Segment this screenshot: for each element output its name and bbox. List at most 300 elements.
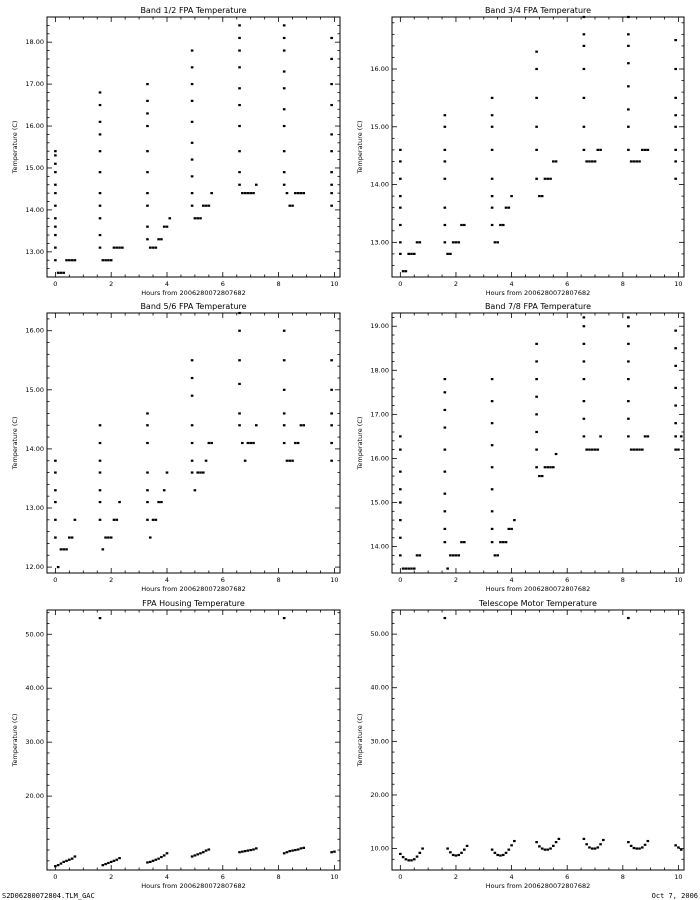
data-point: [535, 51, 538, 53]
data-point: [57, 864, 60, 866]
data-point: [444, 241, 447, 243]
data-point: [491, 149, 494, 151]
data-point: [168, 217, 171, 219]
data-point: [647, 840, 650, 842]
data-point: [647, 149, 650, 151]
data-point: [191, 471, 194, 473]
data-point: [102, 259, 105, 261]
data-point: [205, 849, 208, 851]
data-point: [463, 541, 466, 543]
data-point: [674, 387, 677, 389]
y-tick-label: 30.00: [370, 737, 389, 746]
data-point: [155, 859, 158, 861]
data-point: [146, 100, 149, 102]
chart-motor: [356, 599, 684, 890]
y-tick-label: 14.00: [25, 205, 44, 214]
data-point: [583, 325, 586, 327]
data-point: [330, 171, 333, 173]
data-point: [74, 519, 77, 521]
data-point: [452, 854, 455, 856]
data-point: [146, 861, 149, 863]
data-point: [99, 501, 102, 503]
data-point: [457, 241, 460, 243]
x-tick-label: 8: [620, 576, 625, 584]
data-point: [146, 112, 149, 114]
data-point: [191, 460, 194, 462]
data-point: [194, 854, 197, 856]
data-point: [541, 475, 544, 477]
data-point: [300, 847, 303, 849]
chart-title: Band 3/4 FPA Temperature: [484, 6, 592, 15]
y-tick-label: 16.00: [25, 326, 44, 335]
data-point: [538, 195, 541, 197]
data-point: [583, 33, 586, 35]
data-point: [110, 861, 113, 863]
data-point: [535, 413, 538, 415]
data-point: [558, 838, 561, 840]
data-point: [115, 859, 118, 861]
data-point: [149, 861, 152, 863]
data-point: [496, 241, 499, 243]
data-point: [627, 325, 630, 327]
data-point: [288, 850, 291, 852]
data-point: [297, 192, 300, 194]
data-point: [252, 192, 255, 194]
data-point: [419, 554, 422, 556]
data-point: [508, 849, 511, 851]
y-tick-label: 13.00: [370, 238, 389, 247]
data-point: [118, 857, 121, 859]
data-point: [546, 849, 549, 851]
y-axis-label: Temperature (C): [11, 120, 19, 174]
data-point: [635, 847, 638, 849]
y-tick-label: 13.00: [25, 504, 44, 512]
data-point: [502, 224, 505, 226]
x-tick-label: 0: [398, 873, 403, 881]
data-point: [627, 126, 630, 128]
data-point: [674, 126, 677, 128]
data-point: [549, 178, 552, 180]
data-point: [65, 548, 68, 550]
x-axis-label: Hours from 2006280072807682: [141, 585, 246, 593]
data-point: [638, 449, 641, 451]
y-tick-label: 40.00: [370, 683, 389, 692]
data-point: [535, 360, 538, 362]
data-point: [118, 247, 121, 249]
data-point: [99, 121, 102, 123]
chart-band34: [356, 6, 684, 297]
data-point: [399, 554, 402, 556]
data-point: [674, 365, 677, 367]
x-axis-label: Hours from 2006280072807682: [485, 289, 591, 297]
data-point: [302, 847, 305, 849]
data-point: [444, 378, 447, 380]
data-point: [110, 259, 113, 261]
data-point: [410, 567, 413, 569]
data-point: [288, 460, 291, 462]
data-point: [68, 859, 71, 861]
data-point: [241, 851, 244, 853]
data-point: [202, 471, 205, 473]
data-point: [508, 207, 511, 209]
data-point: [191, 424, 194, 426]
data-point: [166, 852, 169, 854]
chart-housing: [11, 599, 340, 890]
y-tick-label: 12.00: [25, 563, 44, 572]
x-tick-label: 4: [509, 280, 514, 288]
data-point: [191, 359, 194, 361]
x-tick-label: 6: [565, 280, 570, 288]
data-point: [444, 426, 447, 428]
data-point: [674, 149, 677, 151]
data-point: [288, 205, 291, 207]
data-point: [104, 259, 107, 261]
data-point: [496, 554, 499, 556]
data-point: [146, 171, 149, 173]
data-point: [446, 847, 449, 849]
data-point: [238, 24, 241, 26]
data-point: [599, 435, 602, 437]
data-point: [166, 471, 169, 473]
x-tick-label: 2: [109, 280, 114, 288]
data-point: [57, 272, 60, 274]
data-point: [583, 149, 586, 151]
x-tick-label: 6: [220, 873, 225, 881]
data-point: [115, 519, 118, 521]
data-point: [544, 849, 547, 851]
x-tick-label: 4: [164, 873, 170, 881]
data-point: [444, 114, 447, 116]
data-point: [99, 247, 102, 249]
data-point: [444, 617, 447, 619]
data-point: [330, 58, 333, 60]
footer-filename: S2D06280072804.TLM_GAC: [2, 892, 95, 900]
data-point: [410, 253, 413, 255]
data-point: [191, 83, 194, 85]
data-point: [146, 192, 149, 194]
data-point: [160, 856, 163, 858]
data-point: [54, 184, 57, 186]
y-tick-label: 10.00: [370, 844, 389, 853]
data-point: [107, 862, 110, 864]
data-point: [444, 149, 447, 151]
data-point: [455, 854, 458, 856]
data-point: [588, 846, 591, 848]
data-point: [54, 259, 57, 261]
data-point: [633, 160, 636, 162]
data-point: [596, 149, 599, 151]
x-tick-label: 4: [509, 576, 514, 584]
data-point: [149, 247, 152, 249]
data-point: [638, 160, 641, 162]
data-point: [238, 312, 241, 314]
plot-frame: [392, 610, 684, 870]
data-point: [674, 39, 677, 41]
data-point: [300, 424, 303, 426]
data-point: [627, 316, 630, 318]
data-point: [54, 501, 57, 503]
y-tick-label: 19.00: [370, 322, 389, 331]
data-point: [238, 424, 241, 426]
data-point: [160, 238, 163, 240]
data-point: [166, 226, 169, 228]
y-tick-label: 40.00: [25, 684, 44, 693]
data-point: [405, 567, 408, 569]
plot-frame: [47, 17, 340, 277]
data-point: [407, 253, 410, 255]
data-point: [680, 435, 683, 437]
data-point: [544, 466, 547, 468]
x-tick-label: 8: [620, 280, 625, 288]
data-point: [62, 272, 65, 274]
data-point: [502, 854, 505, 856]
data-point: [99, 133, 102, 135]
data-point: [399, 178, 402, 180]
data-point: [535, 431, 538, 433]
data-point: [627, 33, 630, 35]
data-point: [199, 471, 202, 473]
data-point: [191, 855, 194, 857]
data-point: [191, 442, 194, 444]
data-point: [419, 241, 422, 243]
data-point: [399, 435, 402, 437]
data-point: [594, 160, 597, 162]
y-tick-label: 15.00: [25, 385, 44, 394]
x-tick-label: 6: [565, 873, 570, 881]
data-point: [238, 171, 241, 173]
data-point: [196, 217, 199, 219]
y-tick-label: 50.00: [25, 630, 44, 639]
chart-title: FPA Housing Temperature: [142, 599, 245, 608]
data-point: [113, 519, 116, 521]
data-point: [407, 859, 410, 861]
data-point: [505, 207, 508, 209]
data-point: [535, 378, 538, 380]
data-point: [674, 97, 677, 99]
data-point: [444, 207, 447, 209]
chart-band78: [356, 302, 684, 593]
data-point: [330, 412, 333, 414]
data-point: [674, 114, 677, 116]
data-point: [399, 195, 402, 197]
y-tick-label: 18.00: [25, 38, 44, 47]
data-point: [330, 83, 333, 85]
y-axis-label: Temperature (C): [356, 120, 364, 174]
data-point: [585, 160, 588, 162]
data-point: [74, 855, 77, 857]
data-point: [60, 862, 63, 864]
chart-title: Telescope Motor Temperature: [479, 599, 597, 608]
data-point: [630, 160, 633, 162]
y-tick-label: 13.00: [25, 247, 44, 256]
y-tick-label: 20.00: [370, 790, 389, 799]
data-point: [330, 205, 333, 207]
data-point: [544, 178, 547, 180]
data-point: [146, 471, 149, 473]
data-point: [583, 45, 586, 47]
data-point: [330, 104, 333, 106]
data-point: [99, 171, 102, 173]
data-point: [196, 853, 199, 855]
data-point: [583, 68, 586, 70]
data-point: [249, 442, 252, 444]
x-tick-label: 10: [330, 576, 339, 584]
data-point: [599, 843, 602, 845]
data-point: [635, 160, 638, 162]
data-point: [588, 160, 591, 162]
data-point: [99, 217, 102, 219]
y-axis-label: Temperature (C): [356, 416, 364, 470]
data-point: [283, 49, 286, 51]
data-point: [583, 360, 586, 362]
data-point: [583, 400, 586, 402]
data-point: [291, 849, 294, 851]
data-point: [291, 205, 294, 207]
y-tick-label: 14.00: [370, 542, 389, 551]
data-point: [452, 241, 455, 243]
data-point: [54, 489, 57, 491]
data-point: [286, 192, 289, 194]
data-point: [583, 16, 586, 18]
data-point: [405, 858, 408, 860]
data-point: [633, 449, 636, 451]
data-point: [674, 347, 677, 349]
data-point: [54, 192, 57, 194]
data-point: [399, 519, 402, 521]
data-point: [54, 217, 57, 219]
data-point: [627, 62, 630, 64]
data-point: [499, 224, 502, 226]
x-tick-label: 2: [453, 873, 459, 881]
data-point: [54, 865, 57, 867]
data-point: [247, 849, 250, 851]
x-tick-label: 2: [453, 280, 459, 288]
data-point: [330, 851, 333, 853]
data-point: [157, 501, 160, 503]
data-point: [677, 449, 680, 451]
data-point: [538, 845, 541, 847]
data-point: [283, 359, 286, 361]
data-point: [54, 471, 57, 473]
y-axis-label: Temperature (C): [356, 713, 364, 767]
data-point: [54, 519, 57, 521]
data-point: [674, 160, 677, 162]
data-point: [54, 247, 57, 249]
data-point: [283, 330, 286, 332]
data-point: [283, 24, 286, 26]
data-point: [513, 519, 516, 521]
data-point: [452, 554, 455, 556]
data-point: [460, 852, 463, 854]
data-point: [107, 259, 110, 261]
data-point: [457, 554, 460, 556]
data-point: [238, 66, 241, 68]
data-point: [583, 378, 586, 380]
data-point: [54, 150, 57, 152]
x-axis-label: Hours from 2006280072807682: [485, 585, 591, 593]
data-point: [146, 238, 149, 240]
data-point: [286, 851, 289, 853]
data-point: [674, 178, 677, 180]
data-point: [152, 247, 155, 249]
data-point: [255, 847, 258, 849]
data-point: [330, 150, 333, 152]
data-point: [546, 178, 549, 180]
data-point: [535, 449, 538, 451]
data-point: [535, 178, 538, 180]
data-point: [330, 460, 333, 462]
data-point: [191, 175, 194, 177]
data-point: [633, 847, 636, 849]
data-point: [99, 460, 102, 462]
data-point: [627, 16, 630, 18]
data-point: [508, 528, 511, 530]
data-point: [583, 838, 586, 840]
data-point: [674, 422, 677, 424]
data-point: [113, 860, 116, 862]
data-point: [402, 567, 405, 569]
data-point: [444, 493, 447, 495]
x-tick-label: 4: [164, 576, 170, 584]
data-point: [583, 316, 586, 318]
chart-band12: [11, 6, 340, 297]
y-axis-label: Temperature (C): [11, 416, 19, 470]
data-point: [491, 400, 494, 402]
data-point: [641, 846, 644, 848]
data-point: [291, 460, 294, 462]
data-point: [238, 87, 241, 89]
data-point: [146, 412, 149, 414]
data-point: [54, 154, 57, 156]
data-point: [54, 205, 57, 207]
data-point: [249, 192, 252, 194]
data-point: [399, 224, 402, 226]
data-point: [155, 519, 158, 521]
data-point: [205, 460, 208, 462]
data-point: [583, 343, 586, 345]
data-point: [644, 844, 647, 846]
data-point: [60, 548, 63, 550]
data-point: [499, 854, 502, 856]
data-point: [627, 85, 630, 87]
data-point: [502, 541, 505, 543]
data-point: [146, 205, 149, 207]
data-point: [149, 536, 152, 538]
data-point: [152, 519, 155, 521]
data-point: [191, 121, 194, 123]
data-point: [585, 843, 588, 845]
data-point: [238, 150, 241, 152]
data-point: [499, 541, 502, 543]
data-point: [627, 108, 630, 110]
data-point: [444, 391, 447, 393]
data-point: [283, 184, 286, 186]
plot-frame: [392, 313, 684, 573]
data-point: [244, 460, 247, 462]
data-point: [283, 617, 286, 619]
data-point: [491, 114, 494, 116]
data-point: [294, 442, 297, 444]
data-point: [627, 149, 630, 151]
data-point: [494, 241, 497, 243]
data-point: [399, 488, 402, 490]
data-point: [210, 192, 213, 194]
data-point: [54, 226, 57, 228]
data-point: [146, 424, 149, 426]
data-point: [416, 856, 419, 858]
data-point: [54, 163, 57, 165]
data-point: [644, 435, 647, 437]
